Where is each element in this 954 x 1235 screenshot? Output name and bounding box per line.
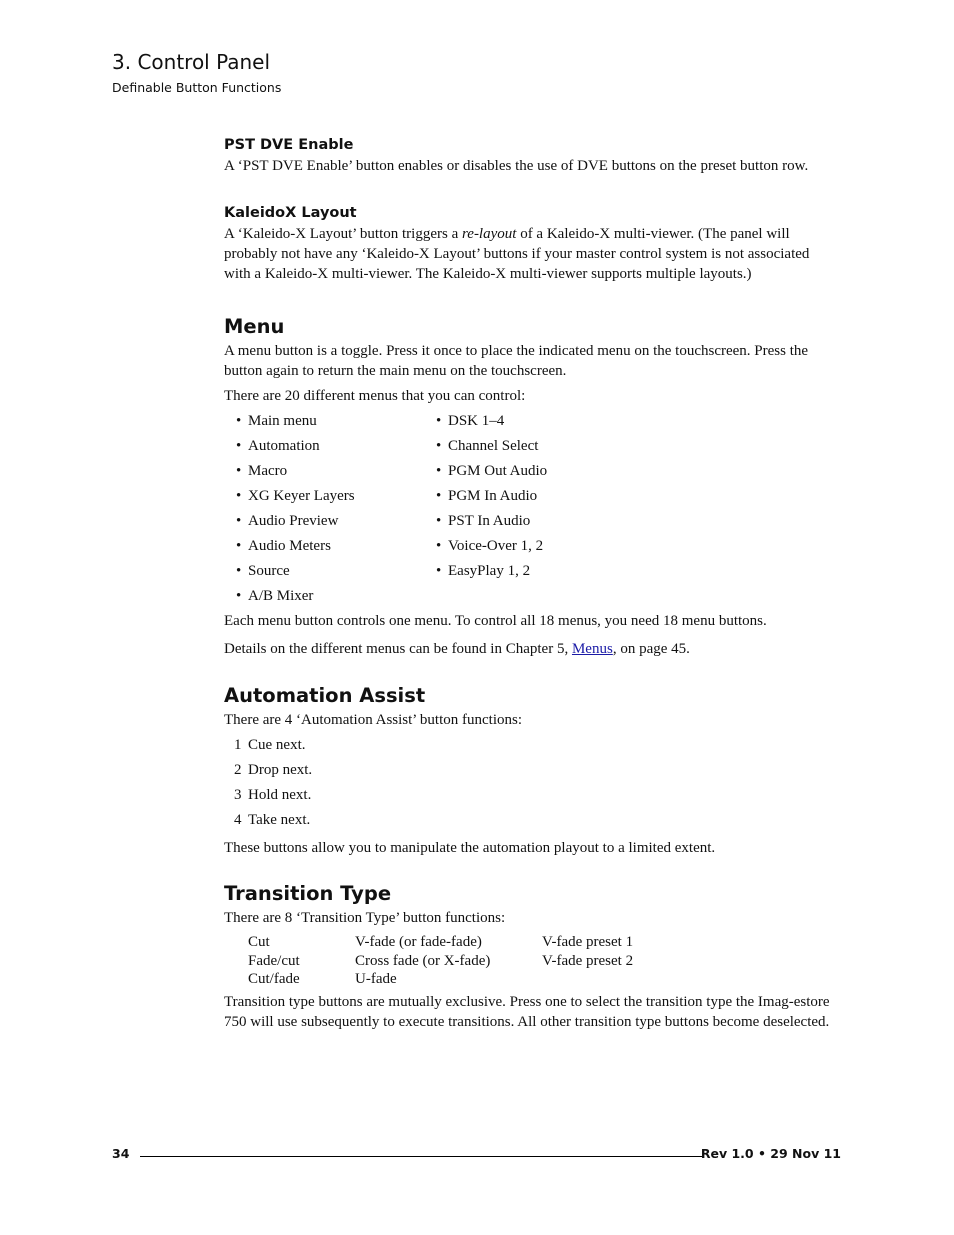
transition-type-col-2 (355, 933, 490, 989)
list-item: 3 Hold next. (234, 787, 312, 803)
list-item: • EasyPlay 1, 2 (436, 563, 531, 579)
table-cell: Cut (248, 934, 270, 950)
transition-type-col-3 (542, 933, 633, 970)
table-cell: V-fade preset 1 (542, 934, 634, 950)
list-item: 1 Cue next. (234, 737, 306, 753)
menu-list-left (236, 411, 355, 611)
pst-dve-body: A ‘PST DVE Enable’ button enables or disables the use of DVE buttons on the preset button row. (224, 158, 809, 174)
menu-intro: A menu button is a toggle. Press it once to place the indicated menu on the touchscreen. Press the button again to return the main menu on the touchscreen. (224, 343, 809, 379)
revision-label: Rev 1.0 • 29 Nov 11 (700, 1146, 841, 1161)
automation-assist-list (224, 735, 839, 835)
list-item: • Voice-Over 1, 2 (436, 538, 544, 554)
table-cell: Cut/fade (248, 971, 300, 987)
automation-assist-intro: There are 4 ‘Automation Assist’ button functions: (224, 712, 523, 728)
list-item: • DSK 1–4 (436, 413, 505, 429)
section-subtitle: Definable Button Functions (112, 80, 282, 95)
transition-type-outro: Transition type buttons are mutually exclusive. Press one to select the transition type the Imag-estore 750 will use subsequently to execute transitions. All other transition type buttons become deselected. (224, 994, 830, 1030)
list-item: • Main menu (236, 413, 317, 429)
list-item: • Macro (236, 463, 288, 479)
transition-type-col-1 (248, 933, 300, 989)
menu-each-text: Each menu button controls one menu. To control all 18 menus, you need 18 menu buttons. (224, 613, 767, 629)
list-item: • Source (236, 563, 290, 579)
page-content (224, 134, 839, 1037)
menu-count-text: There are 20 different menus that you can control: (224, 388, 526, 404)
list-item: • PST In Audio (436, 513, 531, 529)
menu-list (224, 411, 839, 611)
list-item: • A/B Mixer (236, 588, 314, 604)
page-number: 34 (112, 1146, 130, 1161)
table-cell: Cross fade (or X-fade) (355, 952, 491, 969)
automation-assist-outro: These buttons allow you to manipulate the automation playout to a limited extent. (224, 840, 716, 856)
list-item: 4 Take next. (234, 812, 311, 828)
table-cell: V-fade preset 2 (542, 952, 634, 969)
list-item: 2 Drop next. (234, 762, 313, 778)
automation-assist-heading: Automation Assist (224, 684, 426, 707)
transition-type-heading: Transition Type (224, 882, 392, 905)
footer-divider (140, 1156, 702, 1157)
list-item: • XG Keyer Layers (236, 488, 355, 504)
menu-details-text: Details on the different menus can be found in Chapter 5, Menus, on page 45. (224, 641, 690, 657)
table-cell: U-fade (355, 971, 397, 987)
relayout-emphasis: re-layout (462, 226, 517, 242)
list-item: • Audio Preview (236, 513, 339, 529)
transition-type-table (224, 933, 839, 988)
list-item: • PGM In Audio (436, 488, 538, 504)
table-cell: V-fade (or fade-fade) (355, 934, 482, 950)
menus-link[interactable]: Menus (571, 641, 613, 657)
menu-list-right (436, 411, 547, 586)
kaleidox-heading: KaleidoX Layout (224, 205, 357, 221)
chapter-title: 3. Control Panel (112, 50, 271, 74)
menu-heading: Menu (224, 315, 285, 338)
table-cell: Fade/cut (248, 952, 300, 969)
transition-type-intro: There are 8 ‘Transition Type’ button functions: (224, 910, 506, 926)
list-item: • PGM Out Audio (436, 463, 548, 479)
list-item: • Channel Select (436, 438, 539, 454)
list-item: • Audio Meters (236, 538, 331, 554)
pst-dve-heading: PST DVE Enable (224, 137, 354, 153)
list-item: • Automation (236, 438, 320, 454)
kaleidox-body: A ‘Kaleido-X Layout’ button triggers a re-layout of a Kaleido-X multi-viewer. (The panel will probably not have any ‘Kaleido-X Layout’ buttons if your master control system is not associated with a Kaleido-X multi-viewer. The Kaleido-X multi-viewer supports multiple layouts.) (224, 226, 810, 282)
